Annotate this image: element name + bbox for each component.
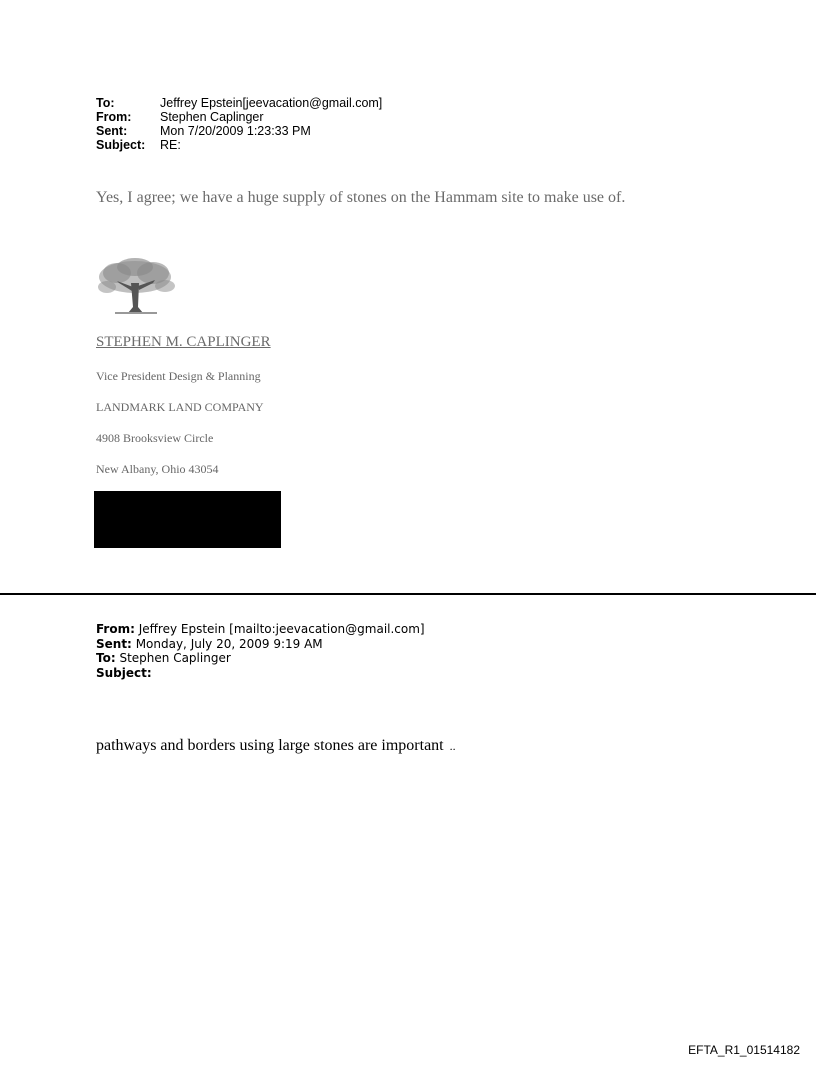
signature-company: LANDMARK LAND COMPANY (96, 400, 264, 414)
subject-label: Subject: (96, 138, 146, 152)
to-value: Jeffrey Epstein[jeevacation@gmail.com] (160, 96, 383, 110)
signature-title: Vice President Design & Planning (96, 369, 261, 383)
sent-label: Sent: (96, 124, 128, 138)
quoted-subject-row (96, 666, 425, 681)
to-label: To: (96, 96, 115, 110)
email-body: Yes, I agree; we have a huge supply of stones on the Hammam site to make use of. (96, 189, 626, 206)
quoted-from-row (96, 622, 425, 637)
from-value: Stephen Caplinger (160, 110, 264, 124)
sent-row (96, 124, 382, 138)
email-header (96, 96, 382, 152)
quoted-body-trailing: .. (449, 739, 456, 753)
redaction-box (94, 491, 281, 548)
oak-tree-logo-icon (95, 253, 177, 319)
from-label: From: (96, 110, 132, 124)
email-divider (0, 593, 816, 595)
signature-address-line1: 4908 Brooksview Circle (96, 431, 214, 445)
subject-row (96, 138, 382, 152)
quoted-sent-row (96, 637, 425, 652)
quoted-to-row (96, 651, 425, 666)
quoted-from-value: Jeffrey Epstein [mailto:jeevacation@gmail.com] (138, 622, 425, 636)
quoted-sent-label: Sent: (96, 636, 132, 651)
quoted-email-body (96, 737, 456, 755)
subject-value: RE: (160, 138, 181, 152)
quoted-email-header (96, 622, 425, 680)
to-row (96, 96, 382, 110)
quoted-body-text: pathways and borders using large stones are important (96, 737, 444, 754)
quoted-to-label: To: (96, 651, 116, 665)
signature-name[interactable]: STEPHEN M. CAPLINGER (96, 334, 271, 350)
document-id: EFTA_R1_01514182 (688, 1043, 800, 1057)
from-row (96, 110, 382, 124)
quoted-subject-label: Subject: (96, 665, 152, 680)
quoted-to-value: Stephen Caplinger (119, 651, 231, 665)
quoted-sent-value: Monday, July 20, 2009 9:19 AM (135, 636, 323, 651)
signature-address-line2: New Albany, Ohio 43054 (96, 462, 219, 476)
sent-value: Mon 7/20/2009 1:23:33 PM (160, 124, 311, 138)
quoted-from-label: From: (96, 622, 135, 636)
